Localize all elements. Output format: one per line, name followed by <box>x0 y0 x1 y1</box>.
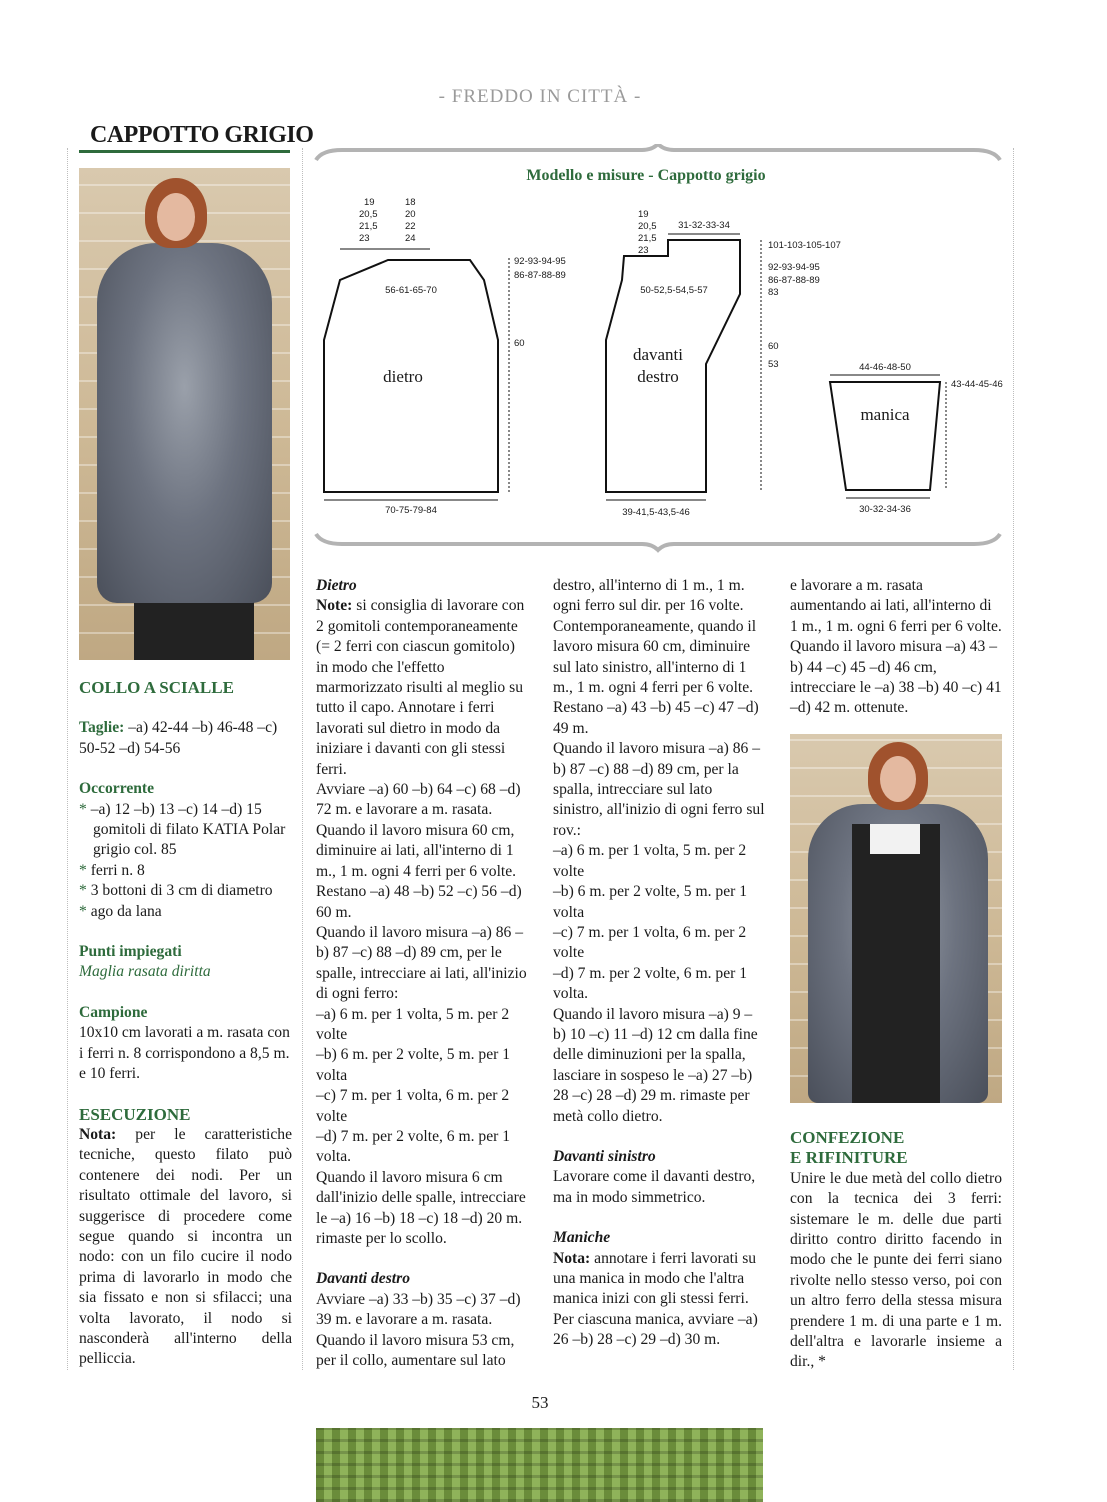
instructions-col-2 <box>316 576 528 1371</box>
instruction-paragraph: Avviare –a) 60 –b) 64 –c) 68 –d) 72 m. e lavorare a m. rasata. <box>316 781 521 819</box>
column-divider <box>1013 148 1014 1370</box>
instruction-paragraph: –b) 6 m. per 2 volte, 5 m. per 1 volta <box>553 883 748 921</box>
instruction-paragraph: –a) 6 m. per 1 volta, 5 m. per 2 volte <box>316 1005 510 1043</box>
instruction-paragraph: Quando il lavoro misura –a) 86 –b) 87 –c) 88 –d) 89 cm, per le spalle, intrecciare ai lati, all'inizio di ogni ferro: <box>316 923 527 1003</box>
instruction-paragraph: Lavorare come il davanti destro, ma in modo simmetrico. <box>553 1168 756 1206</box>
instruction-paragraph: –d) 7 m. per 2 volte, 6 m. per 1 volta. <box>553 964 748 1003</box>
running-header: - FREDDO IN CITTÀ - <box>438 86 642 107</box>
instruction-paragraph: Quando il lavoro misura 6 cm dall'inizio delle spalle, intrecciare le –a) 16 –b) 18 –c) 18 –d) 20 m. rimaste per lo scollo. <box>316 1168 526 1247</box>
execution-heading: ESECUZIONE <box>79 1104 191 1124</box>
instruction-paragraph: –c) 7 m. per 1 volta, 6 m. per 2 volte <box>316 1087 510 1125</box>
front-bottom-width: 39-41,5-43,5-46 <box>622 507 690 518</box>
note-text: si consiglia di lavorare con 2 gomitoli contemporaneamente (= 2 ferri con ciascun gomitolo) in modo che l'effetto marmorizzato risulti al meglio su tutto il capo. Annotare i ferri lavorati sul dietro in modo da iniziare i davanti con gli stessi ferri. <box>316 597 525 778</box>
page-title: CAPPOTTO GRIGIO <box>90 122 314 148</box>
back-bottom-width: 70-75-79-84 <box>385 505 437 516</box>
stitches-text: Maglia rasata diritta <box>79 963 211 981</box>
knit-texture-image <box>316 1428 763 1502</box>
instruction-paragraph: Quando il lavoro misura –a) 9 –b) 10 –c) 11 –d) 12 cm dalla fine delle diminuzioni per la spalla, lasciare in sospeso le –a) 27 –b) 28 –c) 28 –d) 29 m. rimaste per metà collo dietro. <box>553 1005 758 1125</box>
title-underline <box>79 150 290 153</box>
back-shoulder-size: 23 <box>359 233 370 244</box>
front-shoulder-size: 20,5 <box>638 221 657 232</box>
sleeve-top-width: 44-46-48-50 <box>859 362 911 373</box>
model-photo-coat-2 <box>790 734 1002 1103</box>
materials-item: * –a) 12 –b) 13 –c) 14 –d) 15 gomitoli di filato KATIA Polar grigio col. 85 <box>79 800 286 859</box>
gauge-text: 10x10 cm lavorati a m. rasata con i ferri n. 8 corrispondono a 8,5 m. e 10 ferri. <box>79 1024 290 1083</box>
instruction-paragraph: –b) 6 m. per 2 volte, 5 m. per 1 volta <box>316 1046 511 1084</box>
back-neck-size: 20 <box>405 209 416 220</box>
left-column <box>79 678 292 1370</box>
section-heading-sleeves: Maniche <box>553 1229 611 1247</box>
finishing-heading-2: E RIFINITURE <box>790 1148 908 1168</box>
note-label: Note: <box>316 597 353 615</box>
back-neck-size: 22 <box>405 221 416 232</box>
instruction-paragraph: Avviare –a) 33 –b) 35 –c) 37 –d) 39 m. e lavorare a m. rasata. <box>316 1290 521 1329</box>
front-collar-point: 83 <box>768 287 779 298</box>
pattern-diagram <box>312 144 1004 556</box>
back-inner-width: 56-61-65-70 <box>385 285 437 296</box>
back-height: 60 <box>514 338 525 349</box>
model-photo-coat <box>79 168 290 660</box>
back-shoulder-height: 92-93-94-95 <box>514 256 566 267</box>
sleeve-piece-outline <box>830 382 940 490</box>
front-shoulder-size: 23 <box>638 245 649 256</box>
materials-item: * ago da lana <box>79 902 162 920</box>
front-label-1: davanti <box>632 345 684 364</box>
instruction-paragraph: Quando il lavoro misura –a) 86 –b) 87 –c) 88 –d) 89 cm, per la spalla, intrecciare sul lato sinistro, all'inizio di ogni ferro sul rov.: <box>553 740 765 839</box>
front-total-height: 101-103-105-107 <box>768 240 841 251</box>
back-shoulder-size: 21,5 <box>359 221 378 232</box>
diagram-title: Modello e misure - Cappotto grigio <box>526 167 766 184</box>
column-divider <box>302 148 303 1370</box>
materials-item: * 3 bottoni di 3 cm di diametro <box>79 882 273 900</box>
sizes-label: Taglie: <box>79 719 125 737</box>
front-shoulder-size: 19 <box>638 209 649 220</box>
instruction-paragraph: Quando il lavoro misura 60 cm, diminuire ai lati, all'interno di 1 m., 1 m. ogni 4 ferri per 6 volte. Restano –a) 48 –b) 52 –c) 56 –d) 60 m. <box>316 821 522 921</box>
finishing-heading-1: CONFEZIONE <box>790 1128 905 1147</box>
materials-item: * ferri n. 8 <box>79 861 145 879</box>
instruction-paragraph: destro, all'interno di 1 m., 1 m. ogni ferro sul dir. per 16 volte. <box>553 577 745 615</box>
instruction-paragraph: Per ciascuna manica, avviare –a) 26 –b) 28 –c) 29 –d) 30 m. <box>553 1310 758 1349</box>
back-neck-size: 24 <box>405 233 416 244</box>
finishing-text: Unire le due metà del collo dietro con la tecnica dei 3 ferri: sistemare le m. delle due parti diritto contro diritto facendo in modo che le punte dei ferri siano rivolte nello stesso verso, poi con un altro ferro della stessa misura prendere 1 m. di una parte e 1 m. dell'altra e lavorarle insieme a dir., * <box>790 1169 1002 1371</box>
front-armhole-start: 86-87-88-89 <box>768 275 820 286</box>
back-neck-size: 18 <box>405 197 416 208</box>
sleeve-bottom-width: 30-32-34-36 <box>859 504 911 515</box>
gauge-heading: Campione <box>79 1003 148 1021</box>
note-text: per le caratteristiche tecniche, questo filato può contenere dei nodi. Per un risultato ottimale del lavoro, si suggerisce di procedere come segue quando si incontra un nodo: con un filo cucire il nodo prima di lavorarlo in modo che sia fissato e non si sfilacci; una volta lavorato, il nodo si nasconderà all'interno della pelliccia. <box>79 1125 292 1368</box>
note-text: annotare i ferri lavorati su una manica in modo che l'altra manica inizi con gli stessi ferri. <box>553 1249 757 1308</box>
note-label: Nota: <box>79 1125 117 1143</box>
instructions-col-3 <box>553 576 765 1351</box>
front-piece-outline <box>606 240 740 492</box>
instruction-paragraph: –a) 6 m. per 1 volta, 5 m. per 2 volte <box>553 842 747 880</box>
sleeve-label: manica <box>860 405 910 424</box>
back-shoulder-size: 20,5 <box>359 209 378 220</box>
back-label: dietro <box>383 367 423 386</box>
instruction-paragraph: Quando il lavoro misura 53 cm, per il collo, aumentare sul lato <box>316 1331 515 1370</box>
section-heading-right-front: Davanti destro <box>316 1270 410 1288</box>
instruction-paragraph: –c) 7 m. per 1 volta, 6 m. per 2 volte <box>553 923 747 962</box>
instruction-paragraph: Contemporaneamente, quando il lavoro misura 60 cm, diminuire sul lato sinistro, all'interno di 1 m., 1 m. ogni 4 ferri per 6 volte. Restano –a) 43 –b) 45 –c) 47 –d) 49 m. <box>553 617 759 737</box>
page-number: 53 <box>531 1393 549 1412</box>
section-heading-back: Dietro <box>316 577 357 594</box>
instruction-paragraph: e lavorare a m. rasata aumentando ai lati, all'interno di 1 m., 1 m. ogni 6 ferri per 6 volte. <box>790 577 1002 635</box>
stitches-heading: Punti impiegati <box>79 943 182 961</box>
column-divider <box>67 148 68 1370</box>
instruction-paragraph: –d) 7 m. per 2 volte, 6 m. per 1 volta. <box>316 1127 511 1166</box>
section-heading-left-front: Davanti sinistro <box>553 1147 656 1165</box>
front-shoulder-size: 21,5 <box>638 233 657 244</box>
back-shoulder-size: 19 <box>364 197 375 208</box>
front-collar-start: 53 <box>768 359 779 370</box>
front-inner-width: 50-52,5-54,5-57 <box>640 285 708 296</box>
finishing-section <box>790 1128 1002 1373</box>
materials-heading: Occorrente <box>79 780 155 798</box>
diagram-bottom-bracket <box>316 534 1000 550</box>
note-label: Nota: <box>553 1249 591 1267</box>
sleeve-height: 43-44-45-46 <box>951 379 1003 390</box>
sizes-text: –a) 42-44 –b) 46-48 –c) 50-52 –d) 54-56 <box>79 719 278 757</box>
instruction-paragraph: Quando il lavoro misura –a) 43 –b) 44 –c) 45 –d) 46 cm, intrecciare le –a) 38 –b) 40 –c) 41 –d) 42 m. ottenute. <box>790 638 1002 717</box>
instructions-col-4 <box>790 576 1002 719</box>
front-collar-width: 31-32-33-34 <box>678 220 730 231</box>
front-armhole-height: 60 <box>768 341 779 352</box>
front-shoulder-height: 92-93-94-95 <box>768 262 820 273</box>
diagram-top-bracket <box>316 144 1000 160</box>
back-armhole-start: 86-87-88-89 <box>514 270 566 281</box>
subtitle: COLLO A SCIALLE <box>79 678 234 697</box>
front-label-2: destro <box>637 367 679 386</box>
